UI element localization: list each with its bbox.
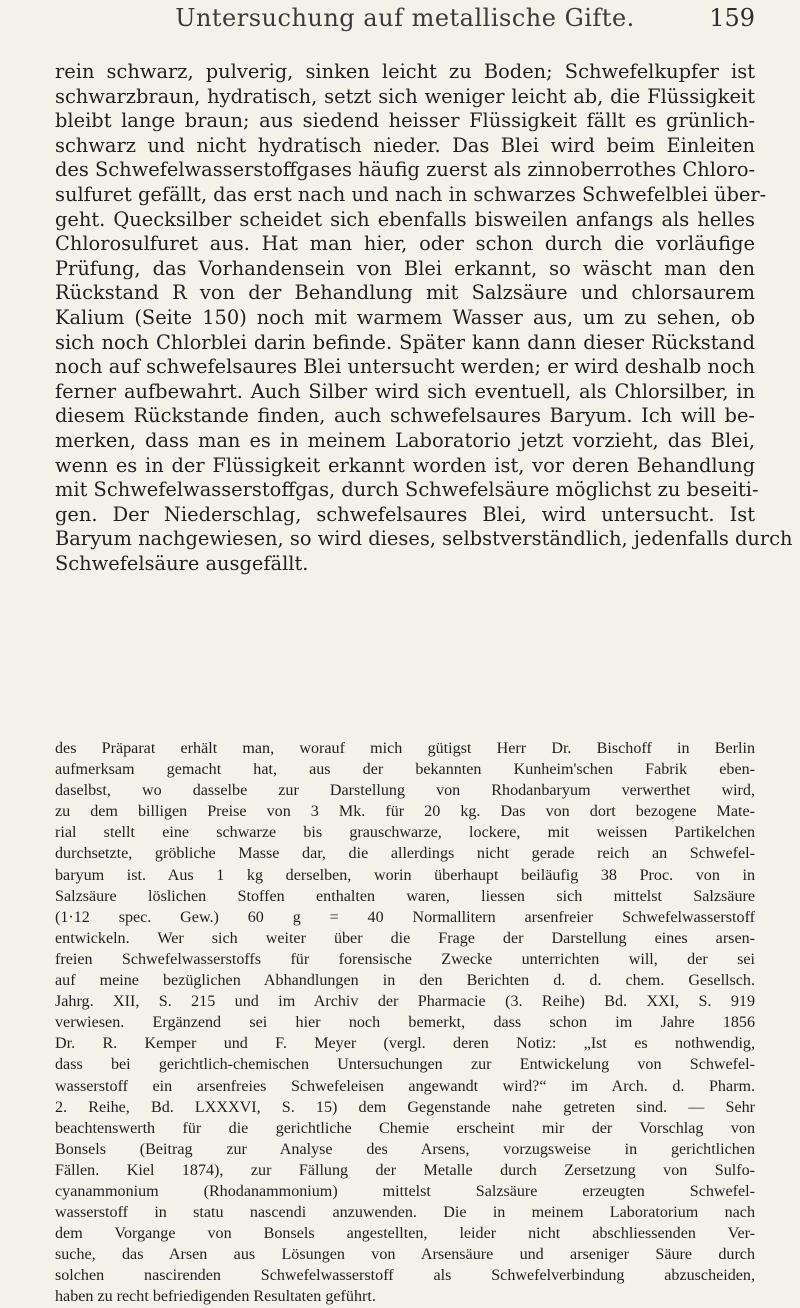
body-line: diesem Rückstande finden, auch schwefelsaures Baryum. Ich will be- <box>55 404 755 428</box>
body-line: bleibt lange braun; aus siedend heisser Flüssigkeit fällt es grünlich- <box>55 109 755 133</box>
footnote-line: auf meine bezüglichen Abhandlungen in den Berichten d. d. chem. Gesellsch. <box>55 972 755 990</box>
body-line: Rückstand R von der Behandlung mit Salzsäure und chlorsaurem <box>55 281 755 305</box>
footnote-line: cyanammonium (Rhodanammonium) mittelst Salzsäure erzeugten Schwefel- <box>55 1182 755 1200</box>
footnote-line: haben zu recht befriedigenden Resultaten geführt. <box>55 1288 376 1306</box>
body-line: schwarzbraun, hydratisch, setzt sich weniger leicht ab, die Flüssigkeit <box>55 84 755 108</box>
footnote-line: dass bei gerichtlich-chemischen Untersuchungen zur Entwickelung von Schwefel- <box>55 1056 755 1074</box>
body-line: sulfuret gefällt, das erst nach und nach in schwarzes Schwefelblei über- <box>55 182 767 206</box>
footnote-line: des Präparat erhält man, worauf mich gütigst Herr Dr. Bischoff in Berlin <box>55 740 755 757</box>
footnote-line: solchen nascirenden Schwefelwasserstoff als Schwefelverbindung abzuscheiden, <box>55 1267 755 1285</box>
running-head <box>55 4 755 52</box>
footnote-line: rial stellt eine schwarze bis grauschwarze, lockere, mit weissen Partikelchen <box>55 824 755 842</box>
footnote-line: Salzsäure löslichen Stoffen enthalten waren, liessen sich mittelst Salzsäure <box>55 887 755 905</box>
body-line: Kalium (Seite 150) noch mit warmem Wasser aus, um zu sehen, ob <box>55 305 755 329</box>
body-line: schwarz und nicht hydratisch nieder. Das Blei wird beim Einleiten <box>55 133 755 157</box>
body-line: geht. Quecksilber scheidet sich ebenfalls bisweilen anfangs als helles <box>55 207 755 231</box>
footnote-line: beachtenswerth für die gerichtliche Chemie erscheint mir der Vorschlag von <box>55 1119 755 1137</box>
body-text <box>55 60 793 576</box>
body-line: wenn es in der Flüssigkeit erkannt worden ist, vor deren Behandlung <box>55 453 755 477</box>
footnote-line: daselbst, wo dasselbe zur Darstellung von Rhodanbaryum verwerthet wird, <box>55 782 755 800</box>
footnote-line: durchsetzte, gröbliche Masse dar, die allerdings nicht gerade reich an Schwefel- <box>55 845 755 863</box>
footnote-line: Bonsels (Beitrag zur Analyse des Arsens, vorzugsweise in gerichtlichen <box>55 1140 755 1158</box>
footnote-line: dem Vorgange von Bonsels angestellten, leider nicht abschliessenden Ver- <box>55 1225 755 1243</box>
footnote <box>55 738 755 1308</box>
footnote-line: aufmerksam gemacht hat, aus der bekannten Kunheim'schen Fabrik eben- <box>55 761 755 779</box>
footnote-line: baryum ist. Aus 1 kg derselben, worin überhaupt beiläufig 38 Proc. von in <box>55 866 755 884</box>
footnote-line: verwiesen. Ergänzend sei hier noch bemerkt, dass schon im Jahre 1856 <box>55 1014 755 1032</box>
page-number: 159 <box>709 4 755 32</box>
footnote-line: wasserstoff in statu nascendi anzuwenden. Die in meinem Laboratorium nach <box>55 1204 755 1222</box>
body-line: Chlorosulfuret aus. Hat man hier, oder schon durch die vorläufige <box>55 232 755 256</box>
body-line: Schwefelsäure ausgefällt. <box>55 551 309 575</box>
body-line: sich noch Chlorblei darin befinde. Später kann dann dieser Rückstand <box>55 330 755 354</box>
footnote-line: suche, das Arsen aus Lösungen von Arsensäure und arseniger Säure durch <box>55 1246 755 1264</box>
body-line: gen. Der Niederschlag, schwefelsaures Blei, wird untersucht. Ist <box>55 502 755 526</box>
footnote-line: Jahrg. XII, S. 215 und im Archiv der Pharmacie (3. Reihe) Bd. XXI, S. 919 <box>55 993 755 1011</box>
body-line: mit Schwefelwasserstoffgas, durch Schwefelsäure möglichst zu beseiti- <box>55 478 759 502</box>
footnote-line: entwickeln. Wer sich weiter über die Frage der Darstellung eines arsen- <box>55 929 755 947</box>
running-title: Untersuchung auf metallische Gifte. <box>175 4 635 32</box>
footnote-line: freien Schwefelwasserstoffs für forensische Zwecke unterrichten will, der sei <box>55 950 755 968</box>
footnote-line: Dr. R. Kemper und F. Meyer (vergl. deren Notiz: „Ist es nothwendig, <box>55 1035 755 1053</box>
body-line: ferner aufbewahrt. Auch Silber wird sich eventuell, als Chlorsilber, in <box>55 379 755 403</box>
footnote-line: wasserstoff ein arsenfreies Schwefeleisen angewandt wird?“ im Arch. d. Pharm. <box>55 1077 755 1095</box>
footnote-line: zu dem billigen Preise von 3 Mk. für 20 kg. Das von dort bezogene Mate- <box>55 803 755 821</box>
body-line: des Schwefelwasserstoffgases häufig zuerst als zinnoberrothes Chloro- <box>55 158 756 182</box>
footnote-line: 2. Reihe, Bd. LXXXVI, S. 15) dem Gegenstande nahe getreten sind. — Sehr <box>55 1098 755 1116</box>
body-line: Prüfung, das Vorhandensein von Blei erkannt, so wäscht man den <box>55 256 755 280</box>
body-line: rein schwarz, pulverig, sinken leicht zu Boden; Schwefelkupfer ist <box>55 60 755 83</box>
body-line: noch auf schwefelsaures Blei untersucht werden; er wird deshalb noch <box>55 355 755 379</box>
body-line: merken, dass man es in meinem Laboratorio jetzt vorzieht, das Blei, <box>55 428 755 452</box>
body-line: Baryum nachgewiesen, so wird dieses, selbstverständlich, jedenfalls durch <box>55 527 793 551</box>
footnote-line: Fällen. Kiel 1874), zur Fällung der Metalle durch Zersetzung von Sulfo- <box>55 1161 755 1179</box>
footnote-line: (1·12 spec. Gew.) 60 g = 40 Normallitern arsenfreier Schwefelwasserstoff <box>55 908 755 926</box>
